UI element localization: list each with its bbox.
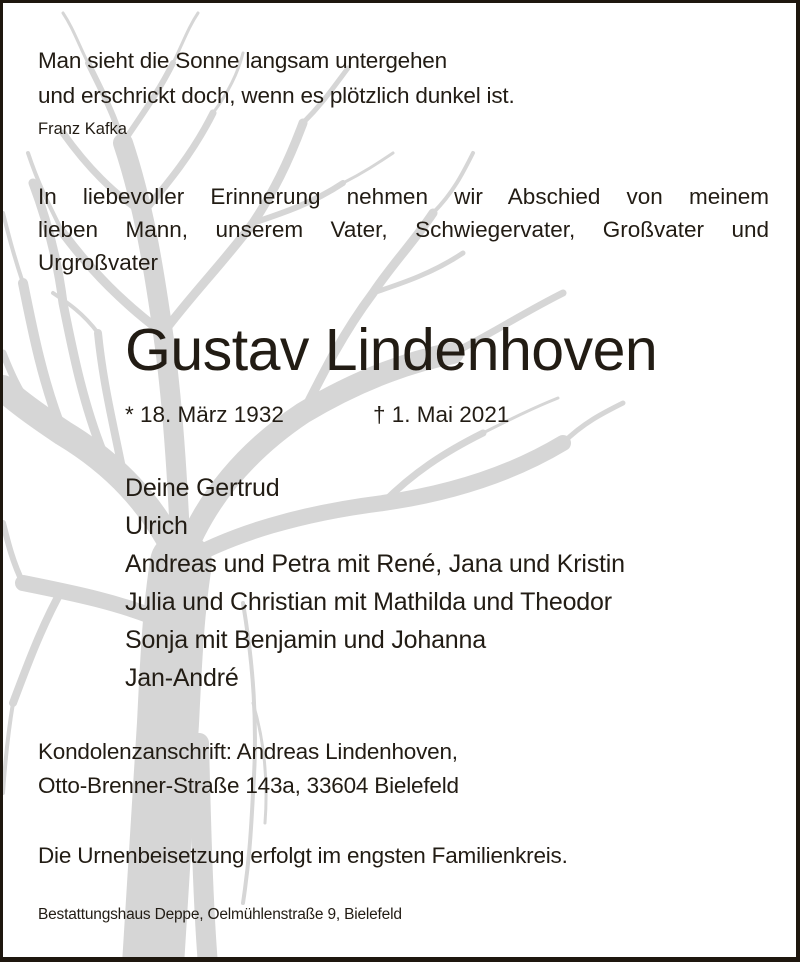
condolence-address-line-1: Kondolenzanschrift: Andreas Lindenhoven, (38, 739, 458, 764)
funeral-home: Bestattungshaus Deppe, Oelmühlenstraße 9, Bielefeld (38, 906, 402, 923)
intro-line-3: Urgroßvater (38, 250, 159, 275)
notice-content (3, 3, 800, 962)
intro-line-1: In liebevoller Erinnerung nehmen wir Abschied von meinem (38, 184, 769, 209)
burial-note: Die Urnenbeisetzung erfolgt im engsten Familienkreis. (38, 843, 568, 868)
mourner-line: Jan-André (125, 664, 239, 692)
quote-line-2: und erschrickt doch, wenn es plötzlich dunkel ist. (38, 83, 515, 108)
deceased-name: Gustav Lindenhoven (125, 317, 658, 383)
death-date: † 1. Mai 2021 (373, 402, 510, 427)
birth-date: * 18. März 1932 (125, 402, 284, 427)
condolence-address-line-2: Otto-Brenner-Straße 143a, 33604 Bielefeld (38, 773, 459, 798)
mourner-line: Ulrich (125, 512, 188, 540)
intro-line-2: lieben Mann, unserem Vater, Schwiegervater, Großvater und (38, 217, 769, 242)
quote-author: Franz Kafka (38, 120, 127, 138)
mourner-line: Deine Gertrud (125, 474, 280, 502)
mourner-line: Andreas und Petra mit René, Jana und Kristin (125, 550, 625, 578)
mourner-line: Sonja mit Benjamin und Johanna (125, 626, 486, 654)
mourner-line: Julia und Christian mit Mathilda und Theodor (125, 588, 612, 616)
quote-line-1: Man sieht die Sonne langsam untergehen (38, 48, 447, 73)
